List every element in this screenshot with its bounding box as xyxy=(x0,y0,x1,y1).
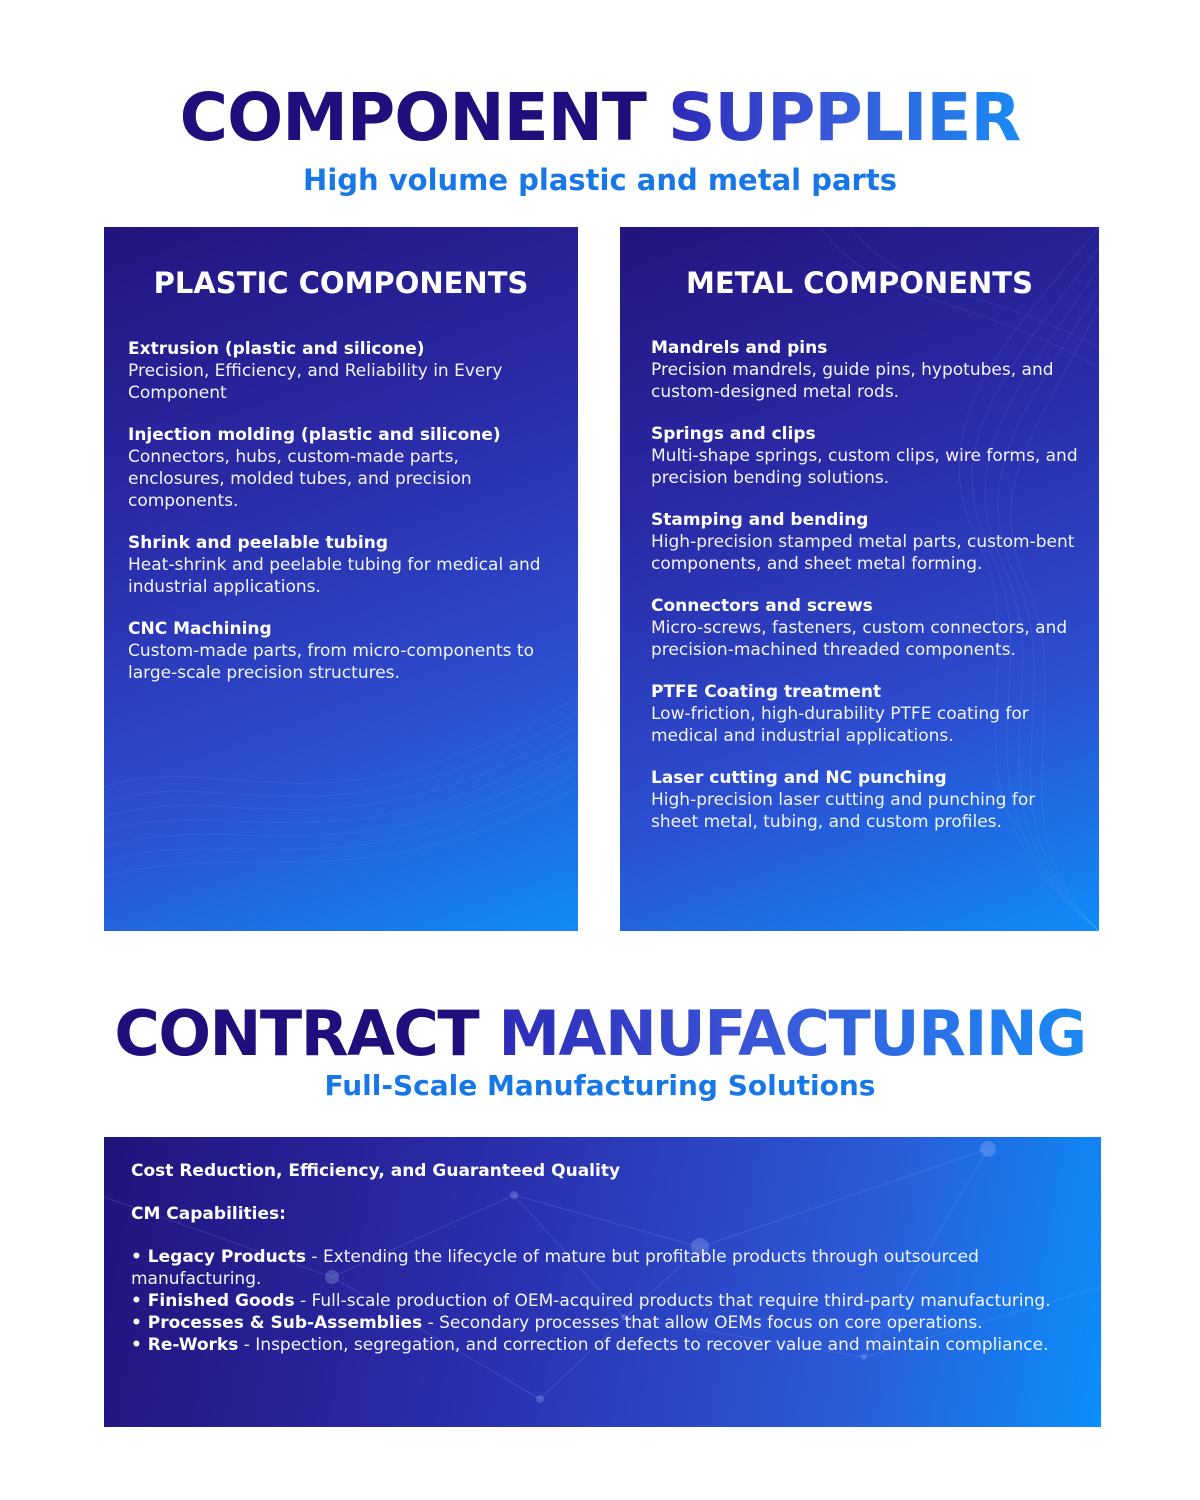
capability-description: - Extending the lifecycle of mature but profitable products through outsourced manufacturing. xyxy=(131,1247,979,1289)
item-title: Stamping and bending xyxy=(651,510,869,530)
capability-item: • Processes & Sub-Assemblies - Secondary processes that allow OEMs focus on core operations. xyxy=(131,1313,983,1333)
heading-word-manufacturing: MANUFACTURING xyxy=(498,997,1086,1070)
list-item xyxy=(128,533,558,598)
capability-name: Legacy Products xyxy=(147,1247,306,1267)
capability-item: • Legacy Products - Extending the lifecycle of mature but profitable products through outsourced manufacturing. xyxy=(131,1247,979,1289)
item-description: Heat-shrink and peelable tubing for medical and industrial applications. xyxy=(128,555,541,597)
component-supplier-heading xyxy=(0,78,1200,158)
item-description: Low-friction, high-durability PTFE coating for medical and industrial applications. xyxy=(651,704,1029,746)
capability-description: - Full-scale production of OEM-acquired products that require third-party manufacturing. xyxy=(300,1291,1051,1311)
capability-item: • Re-Works - Inspection, segregation, and correction of defects to recover value and maintain compliance. xyxy=(131,1335,1049,1355)
capability-name: Re-Works xyxy=(147,1335,239,1355)
metal-components-panel xyxy=(620,227,1099,931)
item-title: Injection molding (plastic and silicone) xyxy=(128,425,501,445)
component-supplier-subtitle: High volume plastic and metal parts xyxy=(303,163,897,197)
capability-name: Finished Goods xyxy=(147,1291,295,1311)
item-description: High-precision stamped metal parts, custom-bent components, and sheet metal forming. xyxy=(651,532,1075,574)
metal-components-title: METAL COMPONENTS xyxy=(686,266,1033,300)
item-description: Connectors, hubs, custom-made parts, enclosures, molded tubes, and precision components. xyxy=(128,447,472,511)
capability-name: Processes & Sub-Assemblies xyxy=(147,1313,423,1333)
item-title: PTFE Coating treatment xyxy=(651,682,882,702)
item-title: Laser cutting and NC punching xyxy=(651,768,947,788)
list-item xyxy=(651,510,1081,575)
capability-item: • Finished Goods - Full-scale production of OEM-acquired products that require third-party manufacturing. xyxy=(131,1291,1051,1311)
metal-items-list xyxy=(620,338,1099,833)
list-item xyxy=(651,768,1081,833)
item-description: Precision mandrels, guide pins, hypotubes, and custom-designed metal rods. xyxy=(651,360,1054,402)
item-description: Precision, Efficiency, and Reliability in Every Component xyxy=(128,361,503,403)
cm-capabilities-label: CM Capabilities: xyxy=(131,1204,286,1224)
cm-tagline: Cost Reduction, Efficiency, and Guaranteed Quality xyxy=(131,1161,621,1181)
item-description: Micro-screws, fasteners, custom connectors, and precision-machined threaded components. xyxy=(651,618,1068,660)
contract-manufacturing-subtitle: Full-Scale Manufacturing Solutions xyxy=(324,1069,876,1102)
item-description: Custom-made parts, from micro-components to large-scale precision structures. xyxy=(128,641,534,683)
list-item xyxy=(128,339,558,404)
list-item xyxy=(651,424,1081,489)
item-title: Springs and clips xyxy=(651,424,816,444)
item-title: Mandrels and pins xyxy=(651,338,828,358)
plastic-components-panel xyxy=(104,227,578,931)
list-item xyxy=(128,425,558,512)
heading-word-supplier: SUPPLIER xyxy=(667,79,1021,156)
contract-manufacturing-heading xyxy=(0,995,1200,1073)
plastic-components-title: PLASTIC COMPONENTS xyxy=(153,266,529,300)
heading-word-component: COMPONENT xyxy=(179,79,646,156)
item-description: High-precision laser cutting and punching for sheet metal, tubing, and custom profiles. xyxy=(651,790,1036,832)
cm-capabilities-panel xyxy=(104,1137,1101,1427)
list-item xyxy=(651,338,1081,403)
item-title: Extrusion (plastic and silicone) xyxy=(128,339,425,359)
list-item xyxy=(128,619,558,684)
capability-description: - Secondary processes that allow OEMs focus on core operations. xyxy=(427,1313,983,1333)
plastic-items-list xyxy=(104,339,578,684)
list-item xyxy=(651,596,1081,661)
cm-content xyxy=(104,1137,1101,1356)
list-item xyxy=(651,682,1081,747)
capability-description: - Inspection, segregation, and correction of defects to recover value and maintain compliance. xyxy=(243,1335,1049,1355)
item-title: Connectors and screws xyxy=(651,596,873,616)
item-title: CNC Machining xyxy=(128,619,272,639)
item-title: Shrink and peelable tubing xyxy=(128,533,389,553)
heading-word-contract: CONTRACT xyxy=(114,997,479,1070)
item-description: Multi-shape springs, custom clips, wire forms, and precision bending solutions. xyxy=(651,446,1078,488)
